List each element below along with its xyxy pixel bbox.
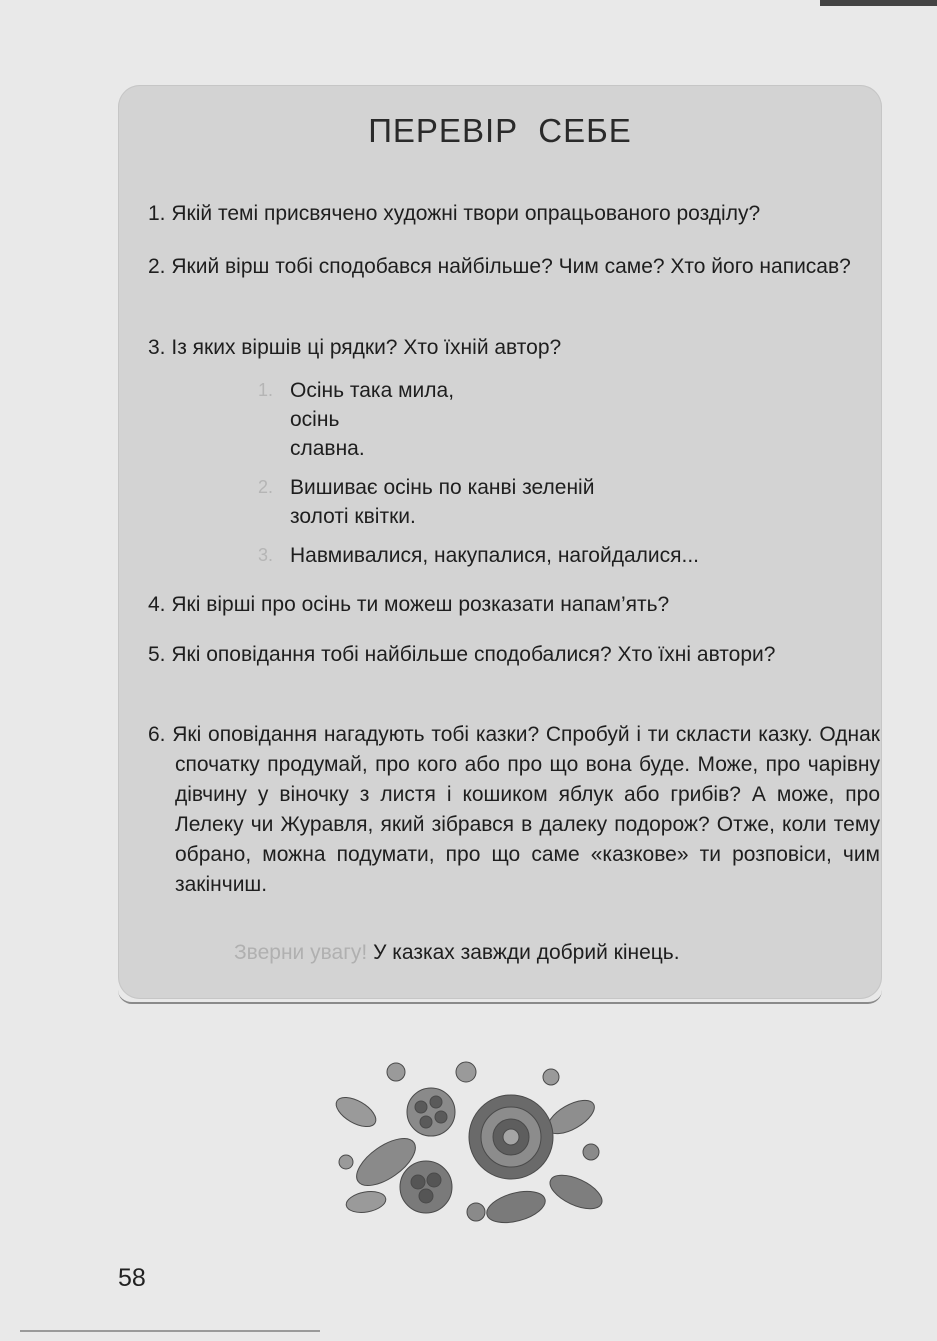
question-3-number: 3. [148, 336, 166, 359]
question-4-number: 4. [148, 593, 166, 616]
question-6-text: Які оповідання нагадують тобі казки? Спробуй і ти скласти казку. Однак спочатку продумай, про кого або про що вона буде. Може, про чарівну дівчину у віночку з листя і кошиком яблук або грибів? А може, про Лелеку чи Журавля, який зібрався в далеку подорож? Отже, коли тему обрано, можна подумати, про що саме «казкове» ти розповіси, чим закінчиш. [172, 723, 880, 896]
quote-2-number: 2. [258, 477, 274, 497]
attention-text: У казках завжди добрий кінець. [373, 941, 680, 964]
page-number: 58 [118, 1264, 146, 1292]
title-text: ПЕРЕВІР СЕБЕ [368, 112, 632, 149]
quote-1-line-3: славна. [290, 437, 365, 460]
question-6 [148, 720, 880, 900]
quote-3-number: 3. [258, 545, 274, 565]
question-2-text: Який вірш тобі сподобався найбільше? Чим саме? Хто його написав? [171, 255, 851, 278]
attention-note [234, 941, 680, 965]
question-1-number: 1. [148, 202, 166, 225]
floral-ornament-icon [326, 1052, 610, 1236]
question-4 [148, 590, 858, 620]
question-1-text: Якій темі присвячено художні твори опрацьованого розділу? [171, 202, 761, 225]
question-5-text: Які оповідання тобі найбільше сподобалися? Хто їхні автори? [171, 643, 776, 666]
quote-3 [258, 541, 778, 570]
quote-3-line-1: Навмивалися, накупалися, нагойдалися... [290, 544, 700, 567]
quote-1-line-2: осінь [290, 408, 340, 431]
question-1 [148, 199, 858, 229]
question-5-number: 5. [148, 643, 166, 666]
question-4-text: Які вірші про осінь ти можеш розказати напам’ять? [171, 593, 670, 616]
question-3 [148, 333, 858, 363]
question-6-number: 6. [148, 723, 166, 746]
page-edge-line [820, 0, 937, 6]
question-2 [148, 252, 880, 282]
poem-quotes [258, 376, 778, 580]
question-3-text: Із яких віршів ці рядки? Хто їхній автор? [171, 336, 562, 359]
page-bottom-edge [20, 1330, 320, 1332]
page-title [0, 112, 937, 150]
panel-shadow [118, 990, 882, 1004]
quote-1 [258, 376, 778, 463]
question-2-number: 2. [148, 255, 166, 278]
quote-1-number: 1. [258, 380, 274, 400]
quote-1-line-1: Осінь така мила, [290, 379, 455, 402]
quote-2 [258, 473, 778, 531]
attention-lead: Зверни увагу! [234, 941, 368, 964]
quote-2-line-1: Вишиває осінь по канві зеленій [290, 476, 595, 499]
question-5 [148, 640, 880, 670]
quote-2-line-2: золоті квітки. [290, 505, 416, 528]
